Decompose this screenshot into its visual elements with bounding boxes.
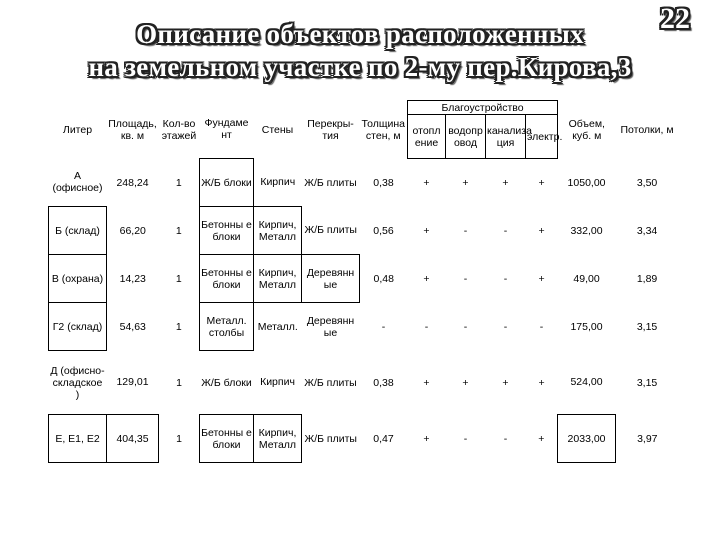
- cell-walls: Кирпич: [260, 176, 296, 189]
- cell-walls: Кирпич: [260, 376, 295, 389]
- cell-thickness: 0,48: [373, 272, 394, 285]
- cell-ceilings: 3,15: [636, 376, 658, 389]
- cell-walls: Металл.: [257, 320, 298, 333]
- header-volume: Объем, куб. м: [568, 117, 605, 142]
- cell-area: 248,24: [116, 176, 149, 189]
- cell-floors: 1: [175, 176, 182, 189]
- title-line-1: Описание объектов расположенных: [136, 19, 584, 49]
- cell-sewer: +: [502, 176, 509, 189]
- cell-electric: +: [538, 176, 545, 189]
- cell-liter: Е, Е1, Е2: [49, 415, 107, 463]
- cell-water: -: [463, 432, 468, 445]
- cell-area: 14,23: [119, 272, 146, 285]
- cell-floors: 1: [175, 320, 182, 333]
- cell-foundation: Ж/Б блоки: [200, 159, 254, 207]
- cell-volume: 175,00: [570, 320, 603, 333]
- cell-heating: -: [424, 320, 429, 333]
- cell-liter: А (офисное): [52, 170, 103, 195]
- cell-sewer: +: [502, 376, 509, 389]
- header-walls: Стены: [261, 123, 294, 136]
- cell-slabs: Ж/Б плиты: [304, 224, 357, 237]
- cell-thickness: -: [381, 320, 386, 333]
- cell-thickness: 0,47: [373, 432, 394, 445]
- cell-liter: Б (склад): [49, 207, 107, 255]
- cell-electric: +: [538, 272, 545, 285]
- cell-heating: +: [423, 272, 430, 285]
- cell-heating: +: [423, 176, 430, 189]
- cell-ceilings: 1,89: [636, 272, 658, 285]
- table-row: [49, 415, 679, 463]
- cell-floors: 1: [175, 224, 182, 237]
- cell-electric: +: [538, 432, 545, 445]
- header-water: водопр овод: [446, 115, 486, 159]
- header-floors-slabs: Перекры- тия: [307, 117, 354, 142]
- cell-electric: -: [539, 320, 544, 333]
- cell-slabs: Деревянн ые: [306, 314, 355, 339]
- cell-area: 54,63: [119, 320, 146, 333]
- cell-liter: Д (офисно-складское ): [50, 364, 105, 401]
- cell-ceilings: 3,97: [637, 432, 658, 445]
- page-title: [0, 18, 720, 84]
- cell-volume: 49,00: [573, 272, 600, 285]
- header-floors: Кол-во этажей: [161, 117, 197, 142]
- cell-thickness: 0,38: [373, 176, 394, 189]
- cell-walls: Кирпич, Металл: [254, 255, 302, 303]
- header-heating: отопл ение: [408, 115, 446, 159]
- table-row: [49, 159, 679, 207]
- cell-liter: В (охрана): [49, 255, 107, 303]
- header-area: Площадь, кв. м: [108, 117, 157, 142]
- header-improvements-group: Благоустройство: [408, 101, 558, 115]
- cell-sewer: -: [503, 272, 508, 285]
- cell-foundation: Ж/Б блоки: [201, 376, 252, 389]
- header-wall-thickness: Толщина стен, м: [361, 117, 405, 142]
- cell-floors: 1: [176, 376, 182, 389]
- cell-walls: Кирпич, Металл: [254, 415, 302, 463]
- cell-heating: +: [423, 432, 430, 445]
- page-number: 22: [660, 2, 690, 35]
- cell-liter: Г2 (склад): [49, 303, 107, 351]
- cell-water: +: [462, 176, 469, 189]
- cell-foundation: Металл. столбы: [200, 303, 254, 351]
- cell-slabs: Ж/Б плиты: [304, 176, 357, 189]
- cell-water: -: [463, 224, 468, 237]
- table-row: [49, 303, 679, 351]
- title-line-2: на земельном участке по 2-му пер.Кирова,3: [88, 52, 632, 82]
- cell-thickness: 0,38: [373, 376, 394, 389]
- cell-volume: 524,00: [570, 376, 603, 389]
- cell-sewer: -: [503, 320, 508, 333]
- cell-thickness: 0,56: [373, 224, 394, 237]
- table-row: [49, 351, 679, 415]
- cell-water: -: [463, 320, 468, 333]
- table-row: [49, 255, 679, 303]
- cell-volume: 1050,00: [567, 176, 606, 189]
- cell-heating: +: [423, 224, 430, 237]
- cell-ceilings: 3,50: [636, 176, 658, 189]
- table-row: [49, 207, 679, 255]
- header-liter: Литер: [62, 123, 93, 136]
- cell-volume: 2033,00: [558, 415, 616, 463]
- cell-volume: 332,00: [570, 224, 603, 237]
- cell-water: +: [462, 376, 469, 389]
- cell-slabs: Деревянн ые: [302, 255, 360, 303]
- cell-foundation: Бетонны е блоки: [200, 415, 254, 463]
- cell-area: 66,20: [119, 224, 146, 237]
- cell-foundation: Бетонны е блоки: [200, 207, 254, 255]
- cell-foundation: Бетонны е блоки: [200, 255, 254, 303]
- objects-table: [48, 100, 679, 463]
- cell-slabs: Ж/Б плиты: [304, 432, 357, 445]
- cell-area: 404,35: [107, 415, 159, 463]
- cell-heating: +: [423, 376, 430, 389]
- cell-area: 129,01: [116, 376, 149, 389]
- cell-water: -: [463, 272, 468, 285]
- cell-walls: Кирпич, Металл: [254, 207, 302, 255]
- cell-slabs: Ж/Б плиты: [304, 376, 357, 389]
- header-sewer: канализа ция: [486, 115, 526, 159]
- header-ceilings: Потолки, м: [620, 123, 674, 136]
- cell-floors: 1: [175, 272, 182, 285]
- header-foundation: Фундаме нт: [204, 117, 249, 142]
- cell-ceilings: 3,15: [636, 320, 658, 333]
- cell-electric: +: [538, 376, 545, 389]
- cell-floors: 1: [176, 432, 182, 445]
- header-electric: электр.: [526, 115, 558, 159]
- cell-sewer: -: [503, 224, 508, 237]
- cell-electric: +: [538, 224, 545, 237]
- cell-ceilings: 3,34: [636, 224, 658, 237]
- cell-sewer: -: [503, 432, 508, 445]
